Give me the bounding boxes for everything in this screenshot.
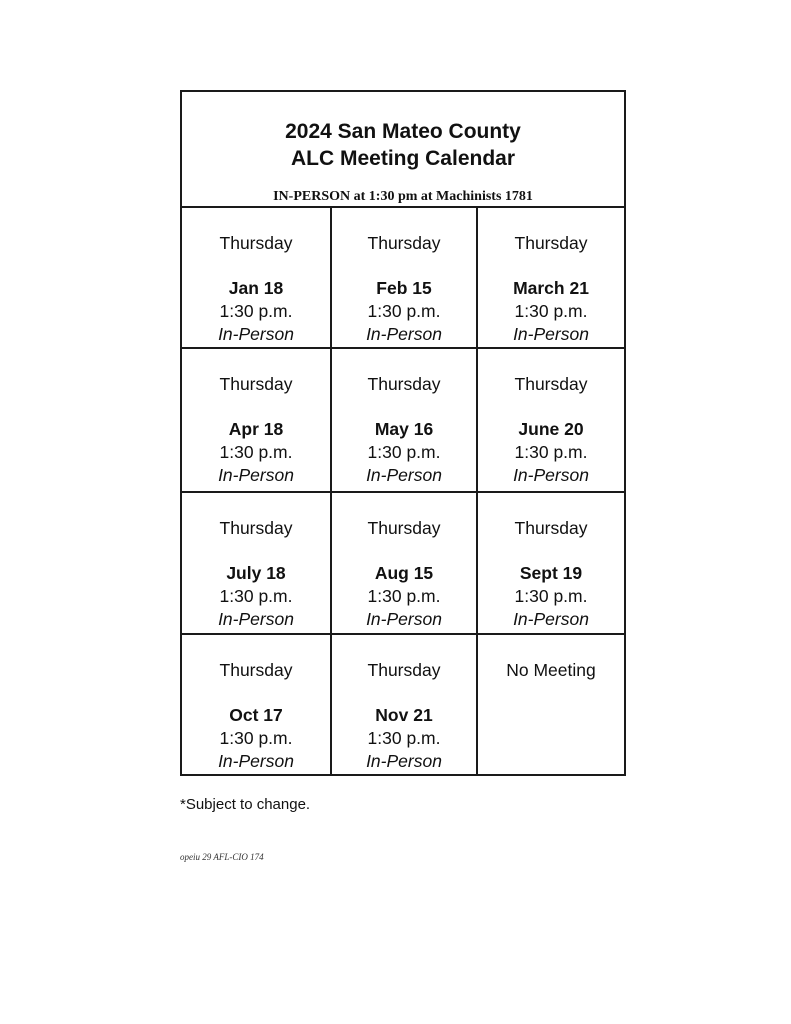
meeting-mode: In-Person	[366, 324, 442, 344]
footnote: *Subject to change.	[180, 796, 311, 813]
meeting-cell	[332, 208, 478, 349]
meeting-mode: In-Person	[513, 465, 589, 485]
meeting-day: Thursday	[219, 233, 293, 253]
meeting-grid	[182, 208, 624, 774]
meeting-cell	[182, 635, 332, 774]
meeting-day: Thursday	[219, 374, 293, 394]
meeting-cell	[182, 349, 332, 493]
meeting-time: 1:30 p.m.	[367, 301, 441, 321]
title-line-2: ALC Meeting Calendar	[290, 147, 516, 170]
meeting-day: Thursday	[367, 233, 441, 253]
meeting-date: Feb 15	[376, 278, 432, 298]
meeting-calendar-table	[180, 90, 626, 776]
meeting-time: 1:30 p.m.	[514, 301, 588, 321]
meeting-day: Thursday	[367, 518, 441, 538]
meeting-cell	[332, 635, 478, 774]
meeting-day: No Meeting	[506, 660, 596, 680]
meeting-time: 1:30 p.m.	[367, 442, 441, 462]
calendar-subtitle: IN-PERSON at 1:30 pm at Machinists 1781	[273, 189, 533, 204]
meeting-cell	[478, 493, 624, 635]
meeting-date: Aug 15	[374, 563, 434, 583]
meeting-time: 1:30 p.m.	[219, 442, 293, 462]
meeting-date: May 16	[374, 419, 434, 439]
meeting-date: Nov 21	[375, 705, 433, 725]
meeting-mode: In-Person	[366, 609, 442, 629]
meeting-date: Apr 18	[228, 419, 284, 439]
meeting-time: 1:30 p.m.	[219, 301, 293, 321]
meeting-time: 1:30 p.m.	[514, 586, 588, 606]
meeting-cell	[182, 493, 332, 635]
meeting-day: Thursday	[367, 374, 441, 394]
meeting-cell	[332, 493, 478, 635]
meeting-mode: In-Person	[218, 465, 294, 485]
meeting-cell	[182, 208, 332, 349]
union-label: opeiu 29 AFL-CIO 174	[180, 852, 264, 862]
meeting-mode: In-Person	[366, 465, 442, 485]
meeting-mode: In-Person	[513, 324, 589, 344]
meeting-time: 1:30 p.m.	[367, 728, 441, 748]
meeting-cell	[478, 208, 624, 349]
meeting-day: Thursday	[514, 233, 588, 253]
title-line-1: 2024 San Mateo County	[285, 120, 521, 143]
meeting-day: Thursday	[367, 660, 441, 680]
meeting-date: Jan 18	[228, 278, 284, 298]
meeting-date: July 18	[226, 563, 286, 583]
meeting-day: Thursday	[219, 660, 293, 680]
meeting-mode: In-Person	[218, 609, 294, 629]
meeting-time: 1:30 p.m.	[514, 442, 588, 462]
meeting-day: Thursday	[514, 374, 588, 394]
meeting-mode: In-Person	[218, 324, 294, 344]
meeting-date: Sept 19	[519, 563, 583, 583]
meeting-day: Thursday	[514, 518, 588, 538]
meeting-mode: In-Person	[366, 751, 442, 771]
meeting-date: Oct 17	[229, 705, 283, 725]
meeting-time: 1:30 p.m.	[219, 586, 293, 606]
meeting-mode: In-Person	[218, 751, 294, 771]
meeting-time: 1:30 p.m.	[219, 728, 293, 748]
meeting-mode: In-Person	[513, 609, 589, 629]
meeting-day: Thursday	[219, 518, 293, 538]
meeting-date: March 21	[513, 278, 589, 298]
meeting-cell	[332, 349, 478, 493]
calendar-title	[182, 118, 624, 172]
meeting-date: June 20	[518, 419, 584, 439]
meeting-cell	[478, 635, 624, 774]
meeting-time: 1:30 p.m.	[367, 586, 441, 606]
meeting-cell	[478, 349, 624, 493]
calendar-header	[182, 92, 624, 208]
